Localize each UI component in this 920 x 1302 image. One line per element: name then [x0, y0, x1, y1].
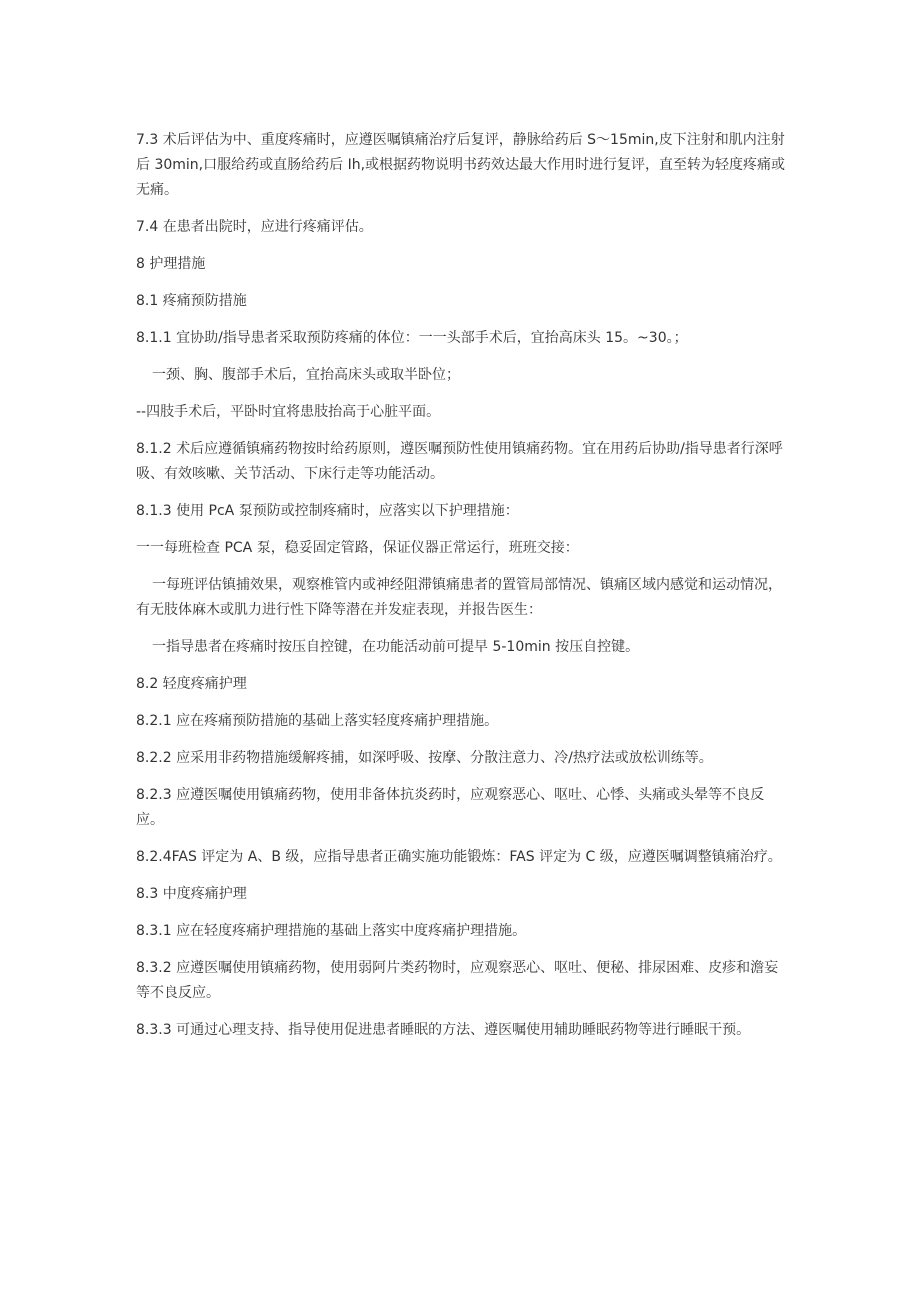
paragraph-8-1-2: 8.1.2 术后应遵循镇痛药物按时给药原则，遵医嘱预防性使用镇痛药物。宜在用药后协助/指导患者行深呼吸、有效咳嗽、关节活动、下床行走等功能活动。 — [136, 441, 783, 482]
list-item-pca-guide: 一指导患者在疼痛时按压自控键，在功能活动前可提早 5-10min 按压自控键。 — [152, 639, 640, 655]
paragraph-8-1-1: 8.1.1 宜协助/指导患者采取预防疼痛的体位：一一头部手术后，宜抬高床头 15。~30。； — [136, 330, 688, 346]
list-item-pca-evaluate: 一每班评估镇捕效果，观察椎管内或神经阻滞镇痛患者的置管局部情况、镇痛区域内感觉和运动情况，有无肢体麻木或肌力进行性下降等潜在并发症表现，并报告医生： — [136, 577, 782, 618]
paragraph-8-2-2: 8.2.2 应采用非药物措施缓解疼捕，如深呼吸、按摩、分散注意力、冷/热疗法或放松训练等。 — [136, 750, 713, 766]
list-item-pca-check: 一一每班检查 PCA 泵，稳妥固定管路，保证仪器正常运行，班班交接： — [136, 540, 579, 556]
paragraph-8-2-4: 8.2.4FAS 评定为 A、B 级，应指导患者正确实施功能锻炼：FAS 评定为 C 级，应遵医嘱调整镇痛治疗。 — [136, 849, 782, 865]
heading-8-3: 8.3 中度疼痛护理 — [136, 886, 247, 902]
paragraph-8-2-1: 8.2.1 应在疼痛预防措施的基础上落实轻度疼痛护理措施。 — [136, 713, 499, 729]
heading-8-2: 8.2 轻度疼痛护理 — [136, 676, 247, 692]
paragraph-7-3: 7.3 术后评估为中、重度疼痛时，应遵医嘱镇痛治疗后复评，静脉给药后 S～15min,皮下注射和肌内注射后 30min,口服给药或直肠给药后 Ih,或根据药物说明书药效达最大作用时进行复评，直至转为轻度疼痛或无痛。 — [136, 132, 786, 198]
paragraph-8-1-3: 8.1.3 使用 PcA 泵预防或控制疼痛时，应落实以下护理措施： — [136, 503, 519, 519]
list-item-limbs: --四肢手术后，平卧时宜将患肢抬高于心脏平面。 — [136, 404, 441, 420]
paragraph-8-2-3: 8.2.3 应遵医嘱使用镇痛药物，使用非备体抗炎药时，应观察恶心、呕吐、心悸、头痛或头晕等不良反应。 — [136, 787, 765, 828]
heading-8-1: 8.1 疼痛预防措施 — [136, 293, 247, 309]
list-item-neck-chest: 一颈、胸、腹部手术后，宜抬高床头或取半卧位； — [152, 367, 460, 383]
heading-8: 8 护理措施 — [136, 256, 206, 272]
paragraph-7-4: 7.4 在患者出院时，应进行疼痛评估。 — [136, 219, 373, 235]
paragraph-8-3-2: 8.3.2 应遵医嘱使用镇痛药物，使用弱阿片类药物时，应观察恶心、呕吐、便秘、排尿困难、皮疹和澹妄等不良反应。 — [136, 960, 779, 1001]
paragraph-8-3-3: 8.3.3 可通过心理支持、指导使用促进患者睡眠的方法、遵医嘱使用辅助睡眠药物等进行睡眠干预。 — [136, 1022, 751, 1038]
document-body — [136, 128, 788, 1055]
paragraph-8-3-1: 8.3.1 应在轻度疼痛护理措施的基础上落实中度疼痛护理措施。 — [136, 923, 527, 939]
